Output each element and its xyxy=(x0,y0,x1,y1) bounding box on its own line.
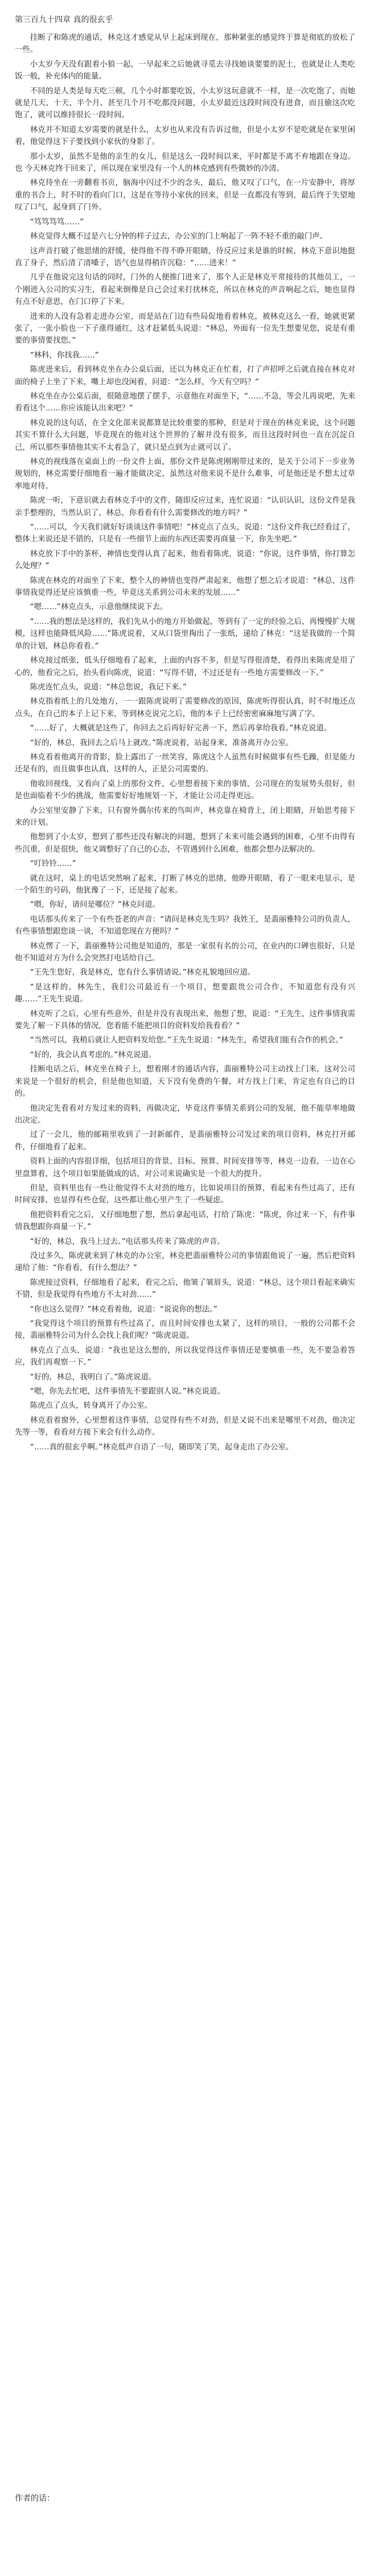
paragraph: 林克点了点头，说道：“我也是这么想的，所以我觉得这件事情还是要慎重一些，先不要急着答应，我们再观察一下。” xyxy=(15,1346,355,1367)
paragraph: 他收回视线，又看向了桌上的那份文件，心里想着接下来的事情，公司现在的发展势头很好，但是也面临着不少的挑战，他需要好好地规划一下，才能让公司走得更远。 xyxy=(15,779,355,801)
paragraph: 林克说的这句话，在全文化部来说都算是比较重要的那种，但是对于现在的林克来说，这个问题其实不算什么大问题，毕竟现在的他对这个世界的了解并没有很多，而且这段时间也一直在沉淀自己，所以那些事情他其实不太着急了，就只是点到为止就可以了。 xyxy=(15,418,355,452)
paragraph: “是这样的，林先生，我们公司最近有一个项目，想要跟贵公司合作，不知道您有没有兴趣……”王先生说道。 xyxy=(15,983,355,1004)
paragraph: “你也这么觉得？”林克看着他，说道：“说说你的想法。” xyxy=(30,1305,217,1314)
paragraph: 林克看着他离开的背影，脸上露出了一丝笑容，陈虎这个人虽然有时候做事有些毛躁，但是能力还是有的，而且做事也认真，这样的人，正是公司需要的。 xyxy=(15,753,355,774)
paragraph: 林克愣了一下，翡丽雅特公司他是知道的，那是一家很有名的公司，在业内的口碑也很好，只是他不知道对方为什么会突然打电话给自己。 xyxy=(15,942,355,963)
paragraph: 林克的视线落在桌面上的一份文件上面，那份文件是陈虎刚刚带过来的，是关于公司下一步业务规划的，林克需要仔细地看一遍才能做决定，虽然这对他来说不是什么难事，可是他还是不想太过草率地对待。 xyxy=(15,458,355,491)
paragraph: 他把资料看完之后，又仔细地想了想，然后拿起电话，打给了陈虎：“陈虎，你过来一下，有件事情我想跟你商量一下。” xyxy=(15,1210,355,1232)
paragraph: 过了一会儿，他的邮箱里收到了一封新邮件，是翡丽雅特公司发过来的项目资料，林克打开邮件，仔细地看了起来。 xyxy=(15,1131,355,1152)
paragraph: 林克看着窗外，心里想着这件事情，总觉得有些不对劲，但是又说不出来是哪里不对劲，他决定先等一等，看看对方接下来会有什么动作。 xyxy=(15,1416,355,1437)
paragraph: 小太岁今天没有跟着小狼一起，一早起来之后她就寻觅去寻找她谈要要的泥土，也就是让人类吃饭一般，补充体内的能量。 xyxy=(15,60,355,81)
paragraph: “好的，林总，我回去之后马上就改。”陈虎说着，站起身来，准备离开办公室。 xyxy=(30,738,294,747)
paragraph: “……好了，大概就是这些了，你回去之后再好好完善一下，然后再拿给我看。”林克说道。 xyxy=(30,724,332,733)
paragraph: “……可以，今天我们就好好谈谈这件事情吧！”林克点了点头，说道：“这份文件我已经看过了，整体上来说还是不错的，只是有一些细节上面的东西还需要再商量一下，你先坐吧。” xyxy=(15,523,355,544)
paragraph: 电话那头传来了一个有些苍老的声音：“请问是林克先生吗？我姓王，是翡丽雅特公司的负责人，有些事情想跟您谈一谈，不知道您现在方便吗？” xyxy=(15,915,355,936)
paragraph: 林克坐在办公桌后面，很随意地摆了摆手，示意他在对面坐下，“……不急，等会儿再说吧，先来看看这个……你应该能认出来吧？” xyxy=(15,392,355,413)
paragraph: “好的，林总，我明白了。”陈虎说道。 xyxy=(30,1373,157,1382)
paragraph: 林克接过纸张，低头仔细地看了起来，上面的内容不多，但是写得很清楚，看得出来陈虎是用了心的，他看完之后，抬头看向陈虎，说道：“写得不错，不过还是有一些地方需要修改一下。” xyxy=(15,656,355,677)
paragraph: 陈虎一听，下意识就去看林克手中的文件，随即反应过来，连忙说道：“认识认识，这份文件是我亲手整理的，当然认识了，林总，你看看有什么需要修改的地方吗？” xyxy=(15,496,355,517)
paragraph: “王先生您好，我是林克，您有什么事情请说。”林克礼貌地回应道。 xyxy=(30,968,256,977)
paragraph: 陈虎点了点头，转身离开了办公室。 xyxy=(30,1402,153,1411)
paragraph: “叮铃铃……” xyxy=(30,860,76,869)
author-note-label: 作者的话： xyxy=(15,2494,55,2503)
paragraph: 进来的人没有急着走进办公室，而是站在门边有些局促地看着林克，被林克这么一看，她就更紧张了，一张小脸也一下子涨得通红，这才赶紧低头说道：“林总，外面有一位先生想要见您，说是有重要的事情要找您。” xyxy=(15,312,355,346)
paragraph: “嗯……”林克点头，示意他继续说下去。 xyxy=(30,603,168,612)
paragraph: 他想到了小太岁，想到了那些还没有解决的问题，想到了未来可能会遇到的困难，心里不由得有些沉重，但是很快，他又调整好了自己的心态，不管遇到什么困难，他都会想办法解决的。 xyxy=(15,833,355,854)
paragraph: “……我的想法是这样的，我们先从小的地方开始做起，等到有了一定的经验之后，再慢慢扩大规模，这样也能降低风险……”陈虎说着，又从口袋里掏出了一张纸，递给了林克：“这是我做的一个简单的计划，林总你看看。” xyxy=(15,617,355,651)
chapter-body xyxy=(15,32,355,1453)
paragraph: “笃笃笃笃……” xyxy=(30,217,84,227)
paragraph: 陈虎连忙点头，说道：“林总您说，我记下来。” xyxy=(30,683,187,692)
paragraph: 陈虎进来后，看到林克坐在办公桌后面，还以为林克正在忙着，打了声招呼之后就直接在林克对面的椅子上坐了下来，嘴上却也没闲着，问道：“怎么样，今天有空吗？” xyxy=(15,365,355,387)
chapter-title: 第三百九十四章 真的很玄乎 xyxy=(15,15,113,24)
paragraph: “当然可以，我稍后就让人把资料发给您。”王先生说道：“林先生，希望我们能有合作的机会。” xyxy=(30,1036,343,1045)
paragraph: “好的，我会认真考虑的。”林克说道。 xyxy=(30,1050,157,1059)
paragraph: “林科，你找我……” xyxy=(30,351,99,360)
paragraph: 没过多久，陈虎就来到了林克的办公室，林克把翡丽雅特公司的事情跟他说了一遍，然后把资料递给了他：“你看看，有什么想法？” xyxy=(15,1251,355,1273)
paragraph: 林克觉得大概不过是六七分钟的样子过去，办公室的门上响起了一阵不轻不重的敲门声。 xyxy=(30,232,328,241)
paragraph: “嗯，你先去忙吧，这件事情先不要跟别人说。”林克说道。 xyxy=(30,1387,225,1396)
paragraph: 挂断电话之后，林克坐在椅子上，想着刚才的通话内容，翡丽雅特公司主动找上门来，这对公司来说是一个很好的机会，但是他也知道，天下没有免费的午餐，对方找上门来，肯定也有自己的目的。 xyxy=(15,1065,355,1099)
paragraph: 他决定先看看对方发过来的资料，再做决定，毕竟这件事情关系到公司的发展，他不能草率地做出决定。 xyxy=(15,1104,355,1125)
paragraph: “……真的很玄乎啊。”林克低声自语了一句，随即笑了笑，起身走出了办公室。 xyxy=(30,1443,294,1452)
paragraph: 林克并不知道太岁需要的就是什么，太岁也从来没有告诉过他，但是小太岁不是吃就是在家里闲着，他觉得这下子要找到小家伙的身影了。 xyxy=(15,125,355,147)
paragraph: 林克待坐在一旁翻着书页，脑海中闪过不少的念头，最后，他又叹了口气，在一片安静中，将厚重的书合上，时不时的看向门口，这是在等待小家伙的回来，但是一直都没有等到，最后终于失望地叹了口气，起身到了门外。 xyxy=(15,179,355,212)
paragraph: 林克听了之后，心里有些意外，但是并没有表现出来，他想了想，说道：“王先生，这件事情我需要先了解一下具体的情况，您看能不能把项目的资料发给我看看？” xyxy=(15,1009,355,1031)
paragraph: “好的，林总，我马上过去。”电话那头传来了陈虎的声音。 xyxy=(30,1237,225,1246)
paragraph: “喂，你好，请问是哪位？”林克问道。 xyxy=(30,901,160,910)
paragraph: 办公室里安静了下来，只有窗外偶尔传来的鸟叫声，林克靠在椅背上，闭上眼睛，开始思考接下来的计划。 xyxy=(15,806,355,827)
paragraph: 林克指着纸上的几处地方，一一跟陈虎说明了需要修改的原因，陈虎听得很认真，时不时地还点点头，在自己的本子上记下来，等到林克说完之后，他的本子上已经密密麻麻地写满了字。 xyxy=(15,697,355,718)
paragraph: 不同的是人类是每天吃三顿，几个小时都要吃饭，小太岁这玩意就不一样，是一次吃饱了，而她就是几天、十天、半个月、甚至几个月不吃都没问题，小太岁最近这段时间没有进食，而且偷这次吃饱了，就可以维持很长一段时间。 xyxy=(15,87,355,120)
paragraph: 林克放下手中的茶杯，神情也变得认真了起来，他看着陈虎，说道：“你说，这件事情，你打算怎么处理？” xyxy=(15,549,355,571)
paragraph: 陈虎在林克的对面坐了下来，整个人的神情也变得严肃起来，他想了想之后才说道：“林总，这件事情我觉得还是应该慎重一些，毕竟这关系到公司未来的发展……” xyxy=(15,576,355,598)
paragraph: 但是，资料里也有一些让他觉得不太对劲的地方，比如说项目的预算，看起来有些过高了，还有时间安排，也显得有些仓促，这些都让他心里产生了一些疑虑。 xyxy=(15,1184,355,1205)
paragraph: “我觉得这个项目的预算有些过高了，而且时间安排也太紧了，这样的项目，一般的公司都不会接，翡丽雅特公司为什么会找上我们呢？”陈虎说道。 xyxy=(15,1320,355,1341)
paragraph: 几乎在他说完这句话的同时，门外的人便推门进来了，那个人正是林克平常接待的其他员工，一个刚进入公司的实习生，看起来倒像是自己会过来打扰林克，所以在林克的声音响起之后，她也显得有点不好意思，在门口停了下来。 xyxy=(15,273,355,307)
paragraph: 资料上面的内容很详细，包括项目的背景、目标、预算、时间安排等等，林克一边看，一边在心里盘算着，这个项目如果能做成的话，对公司来说确实是一个很大的提升。 xyxy=(15,1157,355,1178)
paragraph: 挂断了和陈虎的通话，林克这才感觉从早上起床到现在，那种紧张的感觉终于算是彻底的放松了一些。 xyxy=(15,34,355,55)
paragraph: 这声音打破了他思绪的舒缓，使得他不得不睁开眼睛，待反应过来是谁的时候，林克下意识地挺直了身子，然后清了清嗓子，语气也显得稍许沉稳：“……进来！” xyxy=(15,246,355,268)
paragraph: 那小太岁，虽然不是他的亲生的女儿，但是这么一段时间以来，平时都是不离不弃地跟在身边。也 今天林克终于回来了，所以现在家里没有一个人的林克感到有些微妙的冷清。 xyxy=(15,152,355,174)
paragraph: 陈虎接过资料，仔细地看了起来，看完之后，他皱了皱眉头，说道：“林总，这个项目看起来确实不错，但是我觉得有些地方不太对劲……” xyxy=(15,1278,355,1300)
paragraph: 就在这时，桌上的电话突然响了起来，打断了林克的思绪，他睁开眼睛，看了一眼来电显示，是一个陌生的号码，他犹豫了一下，还是接了起来。 xyxy=(15,874,355,895)
